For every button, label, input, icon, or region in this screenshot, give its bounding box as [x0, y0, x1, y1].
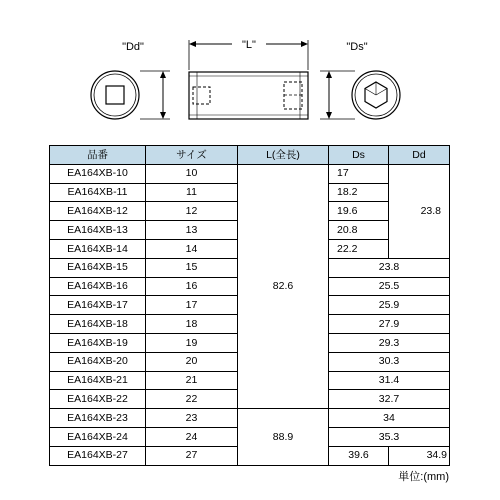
part-cell: EA164XB-21 — [50, 371, 146, 390]
socket-dimension-diagram — [0, 0, 500, 140]
ds-dd-cell: 34 — [329, 409, 450, 428]
header-size: サイズ — [146, 146, 238, 165]
size-cell: 13 — [146, 221, 238, 240]
size-cell: 22 — [146, 390, 238, 409]
size-cell: 18 — [146, 315, 238, 334]
ds-dd-cell: 32.7 — [329, 390, 450, 409]
table-header-row — [50, 146, 450, 165]
drive-end-view — [91, 71, 139, 119]
part-cell: EA164XB-18 — [50, 315, 146, 334]
dd-cell: 23.8 — [389, 164, 450, 258]
size-cell: 24 — [146, 427, 238, 446]
ds-dd-cell: 25.5 — [329, 277, 450, 296]
part-cell: EA164XB-22 — [50, 390, 146, 409]
part-cell: EA164XB-19 — [50, 333, 146, 352]
size-cell: 27 — [146, 446, 238, 465]
part-cell: EA164XB-20 — [50, 352, 146, 371]
size-cell: 15 — [146, 258, 238, 277]
header-length: L(全長) — [238, 146, 329, 165]
dd-cell: 34.9 — [389, 446, 450, 465]
l-label: "L" — [242, 39, 256, 51]
ds-dd-cell: 27.9 — [329, 315, 450, 334]
ds-dd-cell: 25.9 — [329, 296, 450, 315]
l-dimension — [189, 39, 308, 70]
ds-dd-cell: 29.3 — [329, 333, 450, 352]
ds-dd-cell: 31.4 — [329, 371, 450, 390]
part-cell: EA164XB-27 — [50, 446, 146, 465]
size-cell: 11 — [146, 183, 238, 202]
part-cell: EA164XB-11 — [50, 183, 146, 202]
header-dd: Dd — [389, 146, 450, 165]
ds-dd-cell: 35.3 — [329, 427, 450, 446]
part-cell: EA164XB-14 — [50, 239, 146, 258]
socket-side-view — [189, 72, 308, 119]
size-cell: 16 — [146, 277, 238, 296]
part-cell: EA164XB-15 — [50, 258, 146, 277]
part-cell: EA164XB-10 — [50, 164, 146, 183]
part-cell: EA164XB-24 — [50, 427, 146, 446]
size-cell: 20 — [146, 352, 238, 371]
ds-label: "Ds" — [346, 41, 368, 53]
size-cell: 19 — [146, 333, 238, 352]
ds-cell: 39.6 — [329, 446, 389, 465]
part-cell: EA164XB-23 — [50, 409, 146, 428]
size-cell: 10 — [146, 164, 238, 183]
spec-table — [49, 145, 450, 466]
size-cell: 21 — [146, 371, 238, 390]
table-row — [50, 164, 450, 183]
ds-cell: 17 — [329, 164, 389, 183]
ds-dd-cell: 23.8 — [329, 258, 450, 277]
size-cell: 12 — [146, 202, 238, 221]
hex-end-view — [352, 71, 400, 119]
length-cell: 82.6 — [238, 164, 329, 408]
ds-dd-cell: 30.3 — [329, 352, 450, 371]
table-row — [50, 409, 450, 428]
dd-label: "Dd" — [122, 41, 144, 53]
size-cell: 17 — [146, 296, 238, 315]
size-cell: 14 — [146, 239, 238, 258]
ds-dimension — [320, 41, 368, 119]
part-cell: EA164XB-17 — [50, 296, 146, 315]
part-cell: EA164XB-16 — [50, 277, 146, 296]
ds-cell: 19.6 — [329, 202, 389, 221]
part-cell: EA164XB-13 — [50, 221, 146, 240]
ds-cell: 20.8 — [329, 221, 389, 240]
unit-note: 単位:(mm) — [398, 471, 449, 483]
header-ds: Ds — [329, 146, 389, 165]
ds-cell: 18.2 — [329, 183, 389, 202]
length-cell: 88.9 — [238, 409, 329, 465]
size-cell: 23 — [146, 409, 238, 428]
ds-cell: 22.2 — [329, 239, 389, 258]
header-part: 品番 — [50, 146, 146, 165]
part-cell: EA164XB-12 — [50, 202, 146, 221]
